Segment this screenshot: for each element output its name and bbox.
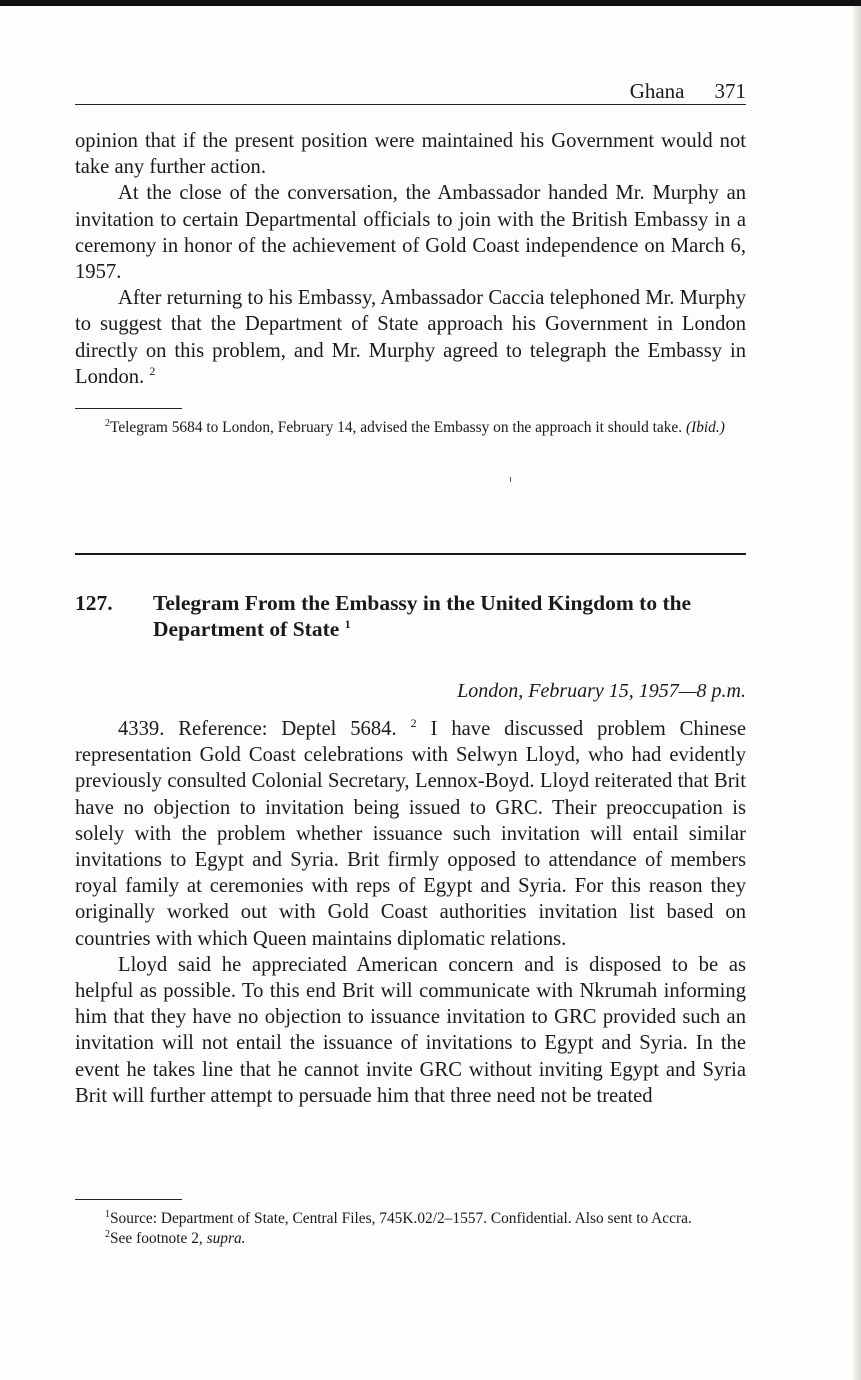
footnote-mark: 2 (105, 1229, 110, 1240)
running-header (75, 80, 746, 105)
body-reference: 4339. Reference: Deptel 5684. (118, 718, 397, 740)
document-title-line (153, 590, 726, 642)
section-divider (75, 553, 746, 555)
paragraph-ceremony: At the close of the conversation, the Ambassador handed Mr. Murphy an invitation to certain Departmental officials to join with the British Embassy in a ceremony in honor of the achievement of Gold Coast independence on March 6, 1957. (75, 182, 746, 284)
footnote-block-bottom (75, 1209, 746, 1249)
document-heading (75, 590, 746, 642)
footnote-2-top (75, 418, 746, 438)
scan-speck (510, 477, 511, 482)
paragraph-telephone-text: After returning to his Embassy, Ambassador Caccia telephoned Mr. Murphy to suggest that the Department of State approach his Government in London directly on this problem, and Mr. Murphy agreed to telegraph the Embassy in London. (75, 287, 746, 388)
continued-text (75, 128, 746, 390)
running-title: Ghana (629, 79, 685, 103)
page-number: 371 (714, 79, 746, 103)
scan-right-edge (853, 6, 861, 1380)
document-title: Telegram From the Embassy in the United Kingdom to the Department of State (153, 591, 692, 641)
scan-top-border (0, 0, 861, 6)
body-footnote-ref: 2 (410, 716, 417, 730)
footnote-mark: 1 (105, 1209, 110, 1220)
title-footnote-ref: 1 (344, 617, 351, 631)
body-paragraph-2: Lloyd said he appreciated American concern and is disposed to be as helpful as possible. To this end Brit will communicate with Nkrumah informing him that they have no objection to issuance invitation to GRC provided such an invitation will not entail the issuance of invitations to Egypt and Syria. In the event he takes line that he cannot invite GRC without inviting Egypt and Syria Brit will further attempt to persuade him that three need not be treated (75, 953, 746, 1107)
footnote-divider-bottom (75, 1199, 182, 1200)
document-number: 127. (75, 591, 113, 615)
footnote-ref: 2 (149, 363, 156, 378)
body-paragraph-1-text: I have discussed problem Chinese representation Gold Coast celebrations with Selwyn Lloyd, who had evidently previously consulted Colonial Secretary, Lennox-Boyd. Lloyd reiterated that Brit have no objection to invitation being issued to GRC. Their preoccupation is solely with the problem whether issuance such invitation will entail similar invitations to Egypt and Syria. Brit firmly opposed to attendance of members royal family at ceremonies with reps of Egypt and Syria. For this reason they originally worked out with Gold Coast authorities invitation list based on countries with which Queen maintains diplomatic relations. (75, 718, 747, 950)
footnote-block-top (75, 418, 746, 438)
body-paragraph-1 (75, 716, 746, 952)
document-body (75, 716, 746, 1109)
footnote-divider (75, 408, 182, 409)
footnote-mark: 2 (105, 418, 110, 429)
footnote-2 (75, 1229, 746, 1249)
footnote-text: Telegram 5684 to London, February 14, advised the Embassy on the approach it should take. (110, 419, 683, 436)
footnote-supra: supra. (206, 1230, 246, 1247)
paragraph-continued: opinion that if the present position were maintained his Government would not take any further action. (75, 130, 746, 179)
footnote-1 (75, 1209, 746, 1229)
footnote-text: Source: Department of State, Central Files, 745K.02/2–1557. Confidential. Also sent to Accra. (110, 1210, 692, 1227)
paragraph-telephone (75, 285, 746, 390)
dateline: London, February 15, 1957—8 p.m. (457, 680, 746, 702)
footnote-ibid: (Ibid.) (685, 419, 725, 436)
footnote-text: See footnote 2, (110, 1230, 203, 1247)
